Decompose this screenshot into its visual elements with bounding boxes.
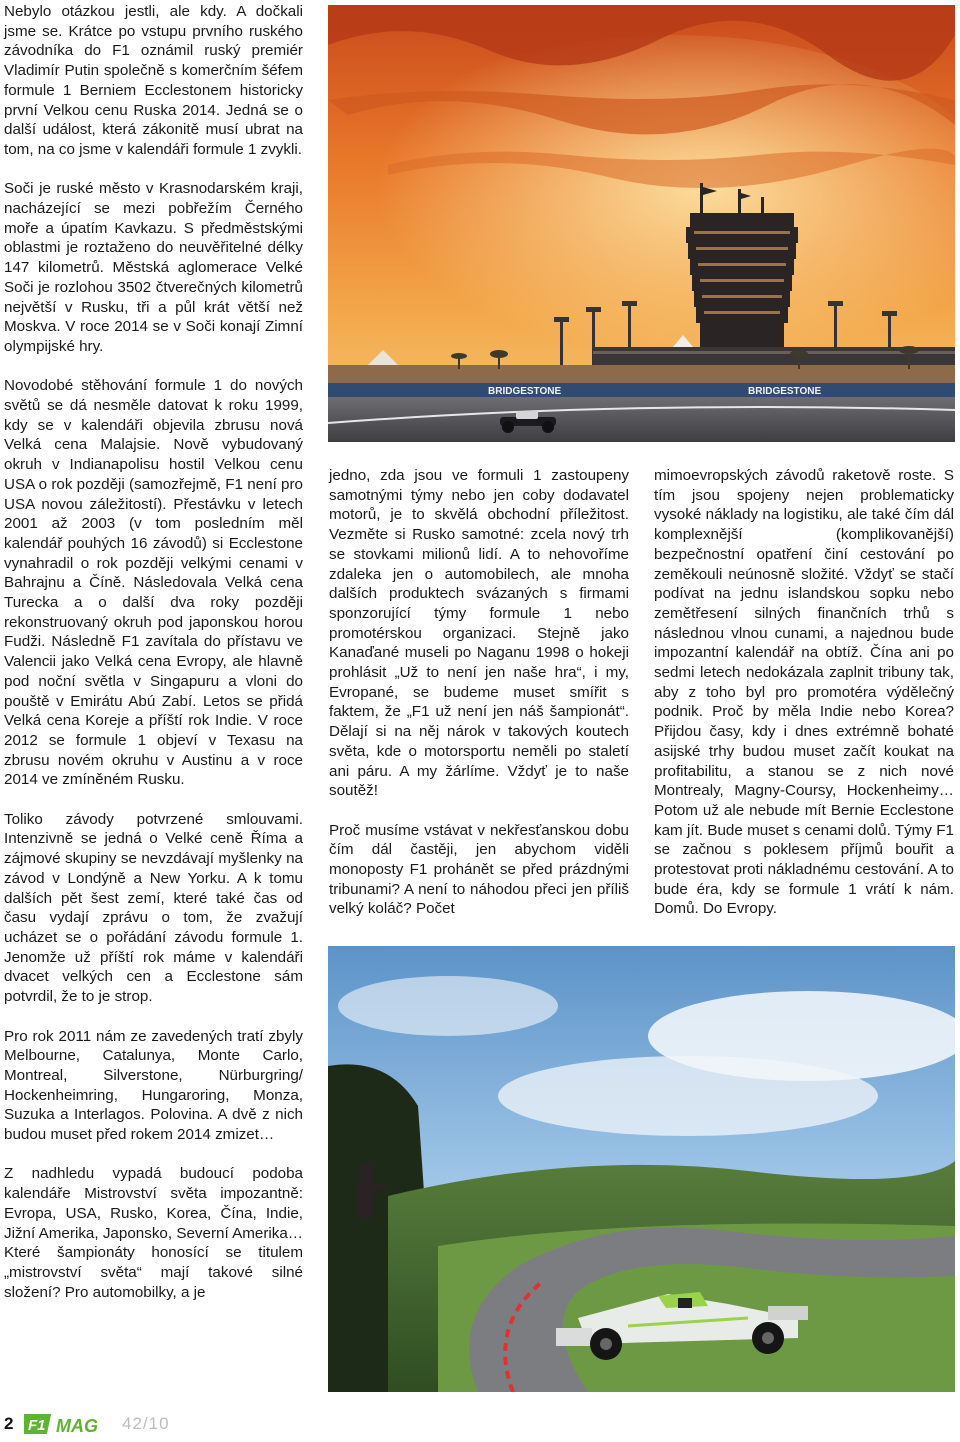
svg-text:F1: F1 [28, 1417, 46, 1434]
bahrain-tower-illustration [328, 5, 955, 442]
bahrain-tower-photo [328, 5, 955, 442]
paragraph: Nebylo otázkou jestli, ale kdy. A dočkali jsme se. Krátce po vstupu prvního ruského závodníka do F1 oznámil ruský premiér Vladimír Putin společně s komerčním šéfem formule 1 Berniem Ecclestonem historicky první Velkou cenu Ruska 2014. Jedná se o další událost, která zákonitě musí ubrat na tom, na co jsme v kalendáři formule 1 zvykli. [4, 3, 303, 158]
paragraph: Proč musíme vstávat v nekřesťanskou dobu čím dál častěji, jen abychom viděli monoposty F1 prohánět se před prázdnými tribunami? A není to náhodou přeci jen příliš velký koláč? Počet [329, 821, 629, 918]
paragraph: Pro rok 2011 nám ze zavedených tratí zbyly Melbourne, Catalunya, Monte Carlo, Montreal, Silverstone, Nürburgring/ Hockenheimring, Hungaroring, Monza, Suzuka a Interlagos. Polovina. A dvě z nich budou muset před rokem 2014 zmizet… [4, 1027, 303, 1144]
paragraph: Soči je ruské město v Krasnodarském kraji, nacházející se mezi pobřežím Černého moře a úpatím Kavkazu. S předměstskými oblastmi je roztaženo do neuvěřitelné délky 147 kilometrů. Městská aglomerace Velké Soči je rozlohou 3502 čtverečných kilometrů největší v Rusku, tři a půl krát větší než Moskva. V roce 2014 se v Soči konají Zimní olympijské hry. [4, 180, 303, 355]
banner-text: BRIDGESTONE [748, 386, 822, 397]
spa-circuit-photo [328, 946, 955, 1392]
spa-circuit-illustration [328, 946, 955, 1392]
svg-text:MAG: MAG [56, 1416, 98, 1436]
paragraph: mimoevropských závodů raketově roste. S tím jsou spojeny nejen problematicky vysoké náklady na logistiku, ale také čím dál komplexnější (komplikovanější) bezpečnostní opatření činí cestování po zeměkouli neúnosně složité. Vždyť se stačí podívat na jednu islandskou sopku nebo zemětřesení silných finančních trhů s následnou vlnou cunami, a najednou bude impozantní kalendář na obtíž. Čína ani po sedmi letech nedokázala zaplnit tribuny tak, aby z toho byl pro promotéra výdělečný podnik. Proč by měla Indie nebo Korea? Přijdou časy, kdy i dnes extrémně bohaté asijské trhy budou muset začít koukat na profitabilitu, a stanou se z nich nové Montrealy, Magny-Coursy, Hockenheimy… Potom už ale nebude mít Bernie Ecclestone kam jít. Bude muset s cenami dolů. Týmy F1 se začnou s poklesem příjmů bouřit a protestovat proti nákladnému cestování. A to bude éra, kdy se formule 1 vrátí k nám. Domů. Do Evropy. [654, 467, 954, 918]
issue-number: 42/10 [122, 1414, 170, 1433]
article-column-middle [329, 466, 629, 919]
f1mag-logo [24, 1410, 116, 1438]
article-column-right [654, 466, 954, 919]
paragraph: Z nadhledu vypadá budoucí podoba kalendáře Mistrovství světa impozantně: Evropa, USA, Rusko, Korea, Čína, Indie, Jižní Amerika, Japonsko, Severní Amerika… Které šampionáty honosící se titulem „mistrovství světa“ mají takové silné složení? Pro automobilky, a je [4, 1165, 303, 1301]
page-footer [0, 1408, 960, 1442]
paragraph: Toliko závody potvrzené smlouvami. Intenzivně se jedná o Velké ceně Říma a zájmové skupiny se nevzdávají myšlenky na závod v Londýně a New Yorku. A k tomu dalších pět šest zemí, které také čas od času vydají zprávu o tom, že zvažují ucházet se o pořádání závodu formule 1. Jenomže už příští rok máme v kalendáři dvacet velkých cen a Ecclestone sám potvrdil, že to je strop. [4, 810, 303, 1006]
paragraph: Novodobé stěhování formule 1 do nových světů se dá nesměle datovat k roku 1999, kdy se v kalendáři objevila zbrusu nová Velká cena Malajsie. Nově vybudovaný okruh v Indianapolisu hostil Velkou cenu USA o rok později (samozřejmě, F1 není pro USA novou záležitostí). Přestávku v letech 2001 až 2003 (v tom posledním měl kalendář pouhých 16 závodů) si Ecclestone vynahradil o rok později velkými cenami v Bahrajnu a Číně. Následovala Velká cena Turecka a o další dva roky později rekonstruovaný okruh pod japonskou horou Fudži. Následně F1 zavítala do přístavu ve Valencii jako Velká cena Evropy, ale hlavně pod noční světla v Singapuru a vloni do pouště v Emirátu Abú Zabí. Letos se přidá Velká cena Koreje a příští rok Indie. V roce 2012 se formule 1 objeví v Texasu na zbrusu novém okruhu v Austinu a v roce 2014 ve zmíněném Rusku. [4, 377, 303, 789]
banner-text: BRIDGESTONE [488, 386, 562, 397]
article-column-left [4, 2, 303, 1302]
paragraph: jedno, zda jsou ve formuli 1 zastoupeny samotnými týmy nebo jen coby dodavatel motorů, je to skvělá obchodní příležitost. Vezměte si Rusko samotné: zcela nový trh se stovkami milionů lidí. A to nehovoříme zdaleka jen o automobilech, ale mnoha dalších produktech svázaných s firmami sponzorující týmy formule 1 nebo promotérskou organizaci. Stejně jako Kanaďané museli po Naganu 1998 o hokeji prohlásit „Už to není jen naše hra“, i my, Evropané, se budeme muset smířit s faktem, že „F1 už není jen náš šampionát“. Dělají si na něj nárok v takových koutech světa, kde o motorsportu neměli po staletí ani páru. A my žárlíme. Vždyť je to naše soutěž! [329, 467, 629, 800]
page-number: 2 [4, 1414, 14, 1433]
